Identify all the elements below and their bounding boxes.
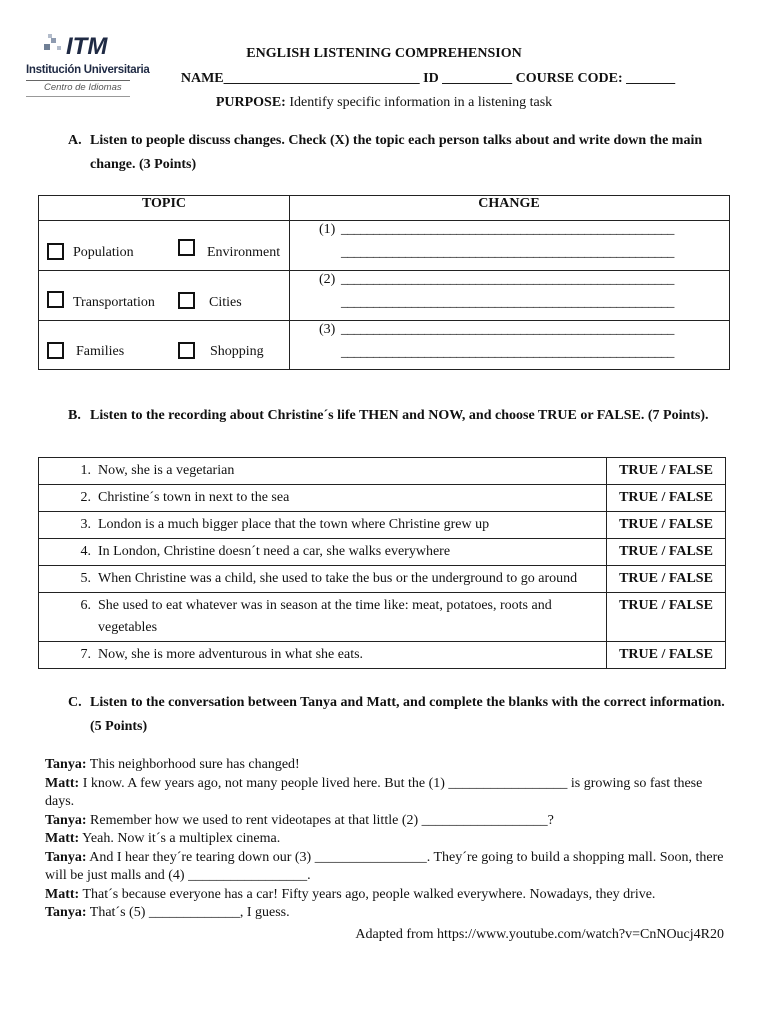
question-number: 1. [80,463,91,478]
table-row [39,566,726,593]
dialogue-text: Yeah. Now it´s a multiplex cinema. [79,831,281,846]
speaker-name: Tanya: [45,849,87,865]
dialogue-text: This neighborhood sure has changed! [86,757,300,772]
change-answer-line-1a[interactable]: ____________________________________________________ [341,222,674,237]
question-text: Now, she is more adventurous in what she eats. [98,647,364,662]
dialogue-line [45,756,725,775]
document-title: ENGLISH LISTENING COMPREHENSION [246,46,522,61]
question-text: London is a much bigger place that the town where Christine grew up [98,517,490,532]
source-credit: Adapted from https://www.youtube.com/watch?v=CnNOucj4R20 [355,927,724,942]
dialogue-text: That´s (5) _____________, I guess. [86,905,290,920]
change-answer-line-3b[interactable]: ____________________________________________________ [341,345,674,360]
checkbox-families[interactable] [47,342,64,359]
section-c-text-line1: Listen to the conversation between Tanya and Matt, and complete the blanks with the correct information. [90,695,725,710]
question-number: 7. [80,647,91,662]
change-number-3: (3) [319,322,336,337]
topic-change-table [38,195,730,370]
dialogue-text: That´s because everyone has a car! Fifty years ago, people walked everywhere. Nowadays, they drive. [79,886,656,902]
section-a-text-line1: Listen to people discuss changes. Check (X) the topic each person talks about and write down the main [90,133,703,148]
question-number: 2. [80,490,91,505]
table-row [39,485,726,512]
column-header-topic: TOPIC [141,196,187,211]
change-answer-line-1b[interactable]: ____________________________________________________ [341,245,674,260]
table-divider [289,196,290,369]
dialogue-text: And I hear they´re tearing down our (3) ________________. They´re going to build a shopping mall. Soon, there will be just malls and (4) _________________. [45,849,724,883]
question-text: Now, she is a vegetarian [98,463,235,478]
purpose-text: Identify specific information in a listening task [285,95,553,110]
question-number: 6. [80,598,91,613]
topic-label-environment: Environment [207,245,281,260]
dialogue [45,756,725,923]
table-row [39,458,726,485]
speaker-name: Matt: [45,886,80,902]
dialogue-text: Remember how we used to rent videotapes at that little (2) __________________? [86,812,554,828]
change-answer-line-3a[interactable]: ____________________________________________________ [341,322,674,337]
question-number: 4. [80,544,91,559]
change-answer-line-2b[interactable]: ____________________________________________________ [341,295,674,310]
table-divider [39,270,729,271]
purpose-line [0,95,768,111]
speaker-name: Matt: [45,775,80,791]
question-number: 3. [80,517,91,532]
question-cell [39,512,607,539]
question-cell [39,485,607,512]
section-b-text: Listen to the recording about Christine´s life THEN and NOW, and choose TRUE or FALSE. (7 Points). [90,408,709,423]
true-false-option[interactable]: TRUE / FALSE [607,539,726,566]
dialogue-line [45,830,725,849]
section-c-instruction [68,691,728,739]
topic-label-cities: Cities [209,295,242,310]
logo-institution-name: Institución Universitaria [26,64,150,76]
change-number-1: (1) [319,222,336,237]
true-false-option[interactable]: TRUE / FALSE [607,593,726,642]
topic-label-transportation: Transportation [73,295,155,310]
speaker-name: Tanya: [45,812,87,828]
table-divider [39,220,729,221]
institution-logo [26,26,150,98]
speaker-name: Tanya: [45,905,87,920]
question-cell [39,566,607,593]
question-text: She used to eat whatever was in season at the time like: meat, potatoes, roots and vegetables [98,598,552,635]
dialogue-line [45,886,725,905]
true-false-option[interactable]: TRUE / FALSE [607,566,726,593]
topic-label-families: Families [76,344,125,359]
dialogue-line [45,775,725,812]
checkbox-population[interactable] [47,243,64,260]
table-row [39,512,726,539]
true-false-option[interactable]: TRUE / FALSE [607,512,726,539]
topic-label-population: Population [73,245,134,260]
section-a-label: A. [68,133,82,148]
table-divider [39,320,729,321]
student-fields: NAME____________________________ ID __________ COURSE CODE: _______ [180,71,676,86]
section-c-label: C. [68,695,82,710]
speaker-name: Matt: [45,831,80,846]
purpose-label: PURPOSE: [215,95,286,110]
svg-text:ITM: ITM [66,33,108,58]
checkbox-shopping[interactable] [178,342,195,359]
question-cell [39,642,607,669]
question-text: Christine´s town in next to the sea [98,490,290,505]
change-number-2: (2) [319,272,336,287]
table-row [39,539,726,566]
table-row [39,593,726,642]
true-false-option[interactable]: TRUE / FALSE [607,642,726,669]
speaker-name: Tanya: [45,757,87,772]
section-a-text-line2: change. (3 Points) [90,157,197,172]
change-answer-line-2a[interactable]: ____________________________________________________ [341,272,674,287]
checkbox-environment[interactable] [178,239,195,256]
question-cell [39,458,607,485]
topic-label-shopping: Shopping [210,344,264,359]
true-false-option[interactable]: TRUE / FALSE [607,458,726,485]
question-cell [39,593,607,642]
checkbox-transportation[interactable] [47,291,64,308]
dialogue-text: I know. A few years ago, not many people lived here. But the (1) _________________ is growing so fast these days. [45,775,703,809]
true-false-table [38,457,726,669]
dialogue-line [45,904,725,923]
dialogue-line [45,849,725,886]
question-text: When Christine was a child, she used to take the bus or the underground to go around [98,571,578,586]
column-header-change: CHANGE [478,196,540,211]
dialogue-line [45,812,725,831]
section-b-instruction [68,404,728,428]
question-number: 5. [80,571,91,586]
question-text: In London, Christine doesn´t need a car, she walks everywhere [98,544,451,559]
question-cell [39,539,607,566]
table-row [39,642,726,669]
checkbox-cities[interactable] [178,292,195,309]
true-false-option[interactable]: TRUE / FALSE [607,485,726,512]
logo-subtitle: Centro de Idiomas [44,82,122,93]
section-a-instruction [68,129,728,177]
section-b-label: B. [68,408,81,423]
section-c-text-line2: (5 Points) [90,719,148,734]
